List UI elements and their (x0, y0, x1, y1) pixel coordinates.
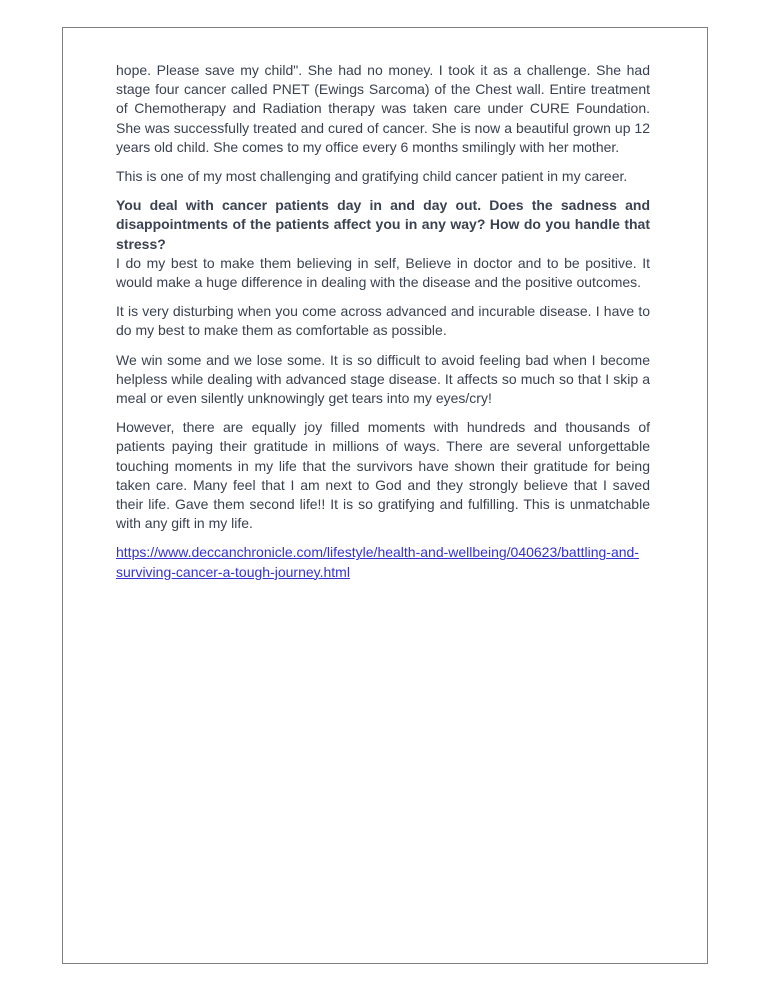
para-answer-gratitude: However, there are equally joy filled moments with hundreds and thousands of patients paying their gratitude in millions of ways. There are several unforgettable touching moments in my life that the survivors have shown their gratitude for being taken care. Many feel that I am next to God and they strongly believe that I saved their life. Gave them second life!! It is so gratifying and fulfilling. This is unmatchable with any gift in my life. (116, 419, 650, 532)
para-patient-story: hope. Please save my child". She had no money. I took it as a challenge. She had stage four cancer called PNET (Ewings Sarcoma) of the Chest wall. Entire treatment of Chemotherapy and Radiation therapy was taken care under CURE Foundation. She was successfully treated and cured of cancer. She is now a beautiful grown up 12 years old child. She comes to my office every 6 months smilingly with her mother. (116, 62, 650, 155)
para-answer-incurable: It is very disturbing when you come across advanced and incurable disease. I have to do my best to make them as comfortable as possible. (116, 303, 650, 339)
source-link-paragraph (116, 543, 650, 581)
interview-question: You deal with cancer patients day in and day out. Does the sadness and disappointments of the patients affect you in any way? How do you handle that stress? (116, 197, 650, 252)
page-content (63, 28, 707, 582)
source-link[interactable]: https://www.deccanchronicle.com/lifestyle/health-and-wellbeing/040623/battling-and-surviving-cancer-a-tough-journey.html (116, 544, 639, 580)
para-answer-emotions: We win some and we lose some. It is so difficult to avoid feeling bad when I become helpless while dealing with advanced stage disease. It affects so much so that I skip a meal or even silently unknowingly get tears into my eyes/cry! (116, 351, 650, 407)
document-page (62, 27, 708, 964)
para-career-highlight: This is one of my most challenging and gratifying child cancer patient in my career. (116, 168, 628, 185)
para-answer-positivity: I do my best to make them believing in self, Believe in doctor and to be positive. It would make a huge difference in dealing with the disease and the positive outcomes. (116, 254, 650, 291)
